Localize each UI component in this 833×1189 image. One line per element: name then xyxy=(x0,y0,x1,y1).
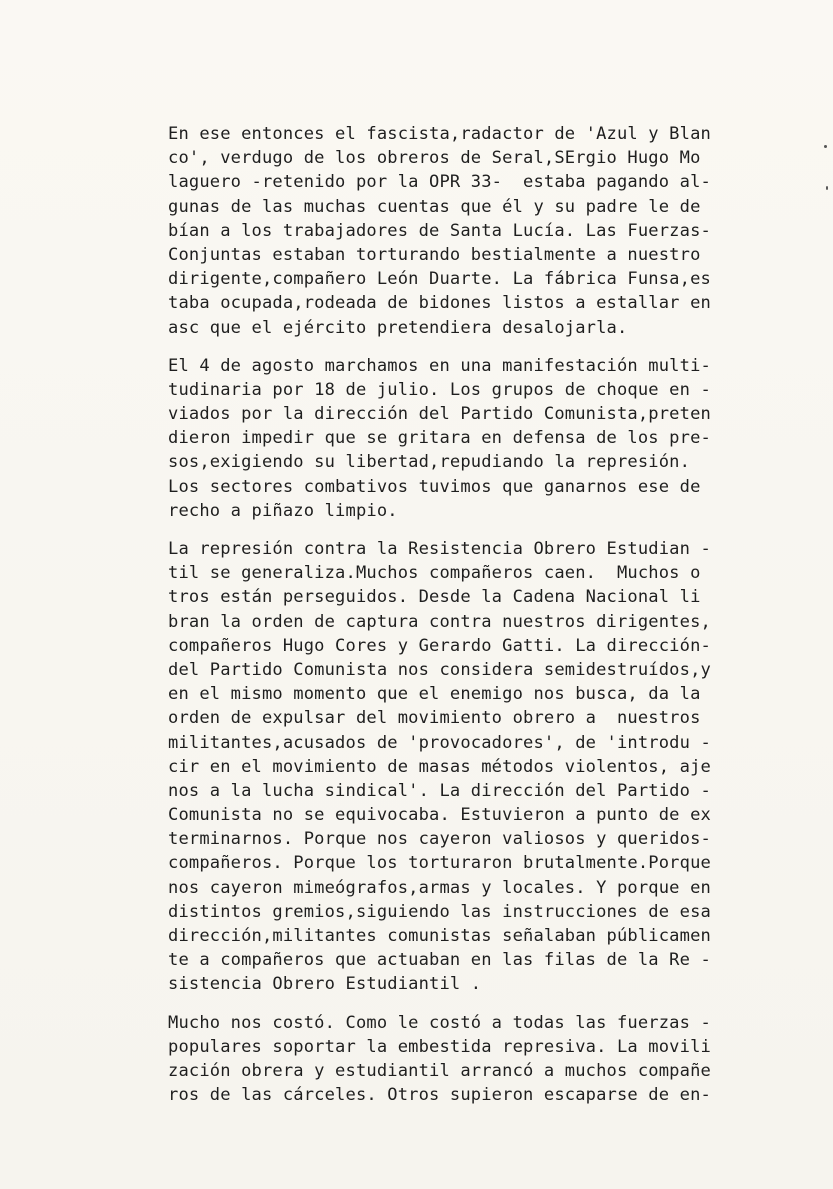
text-line: bran la orden de captura contra nuestros dirigentes, xyxy=(168,611,711,632)
text-line: distintos gremios,siguiendo las instrucciones de esa xyxy=(168,901,711,922)
text-line: laguero -retenido por la OPR 33- estaba pagando al- xyxy=(168,172,711,193)
text-line: cir en el movimiento de masas métodos violentos, aje xyxy=(168,756,711,777)
text-line: en el mismo momento que el enemigo nos busca, da la xyxy=(168,684,701,705)
text-line: zación obrera y estudiantil arrancó a muchos compañe xyxy=(168,1060,711,1081)
text-line: dirección,militantes comunistas señalaban públicamen xyxy=(168,926,711,946)
text-line: ros de las cárceles. Otros supieron escaparse de en- xyxy=(168,1085,711,1106)
text-line: tudinaria por 18 de julio. Los grupos de choque en - xyxy=(168,379,711,400)
text-line: recho a piñazo limpio. xyxy=(168,500,398,521)
paper-speck xyxy=(824,145,827,148)
paragraph-4 xyxy=(168,1011,798,1108)
text-line: nos a la lucha sindical'. La dirección del Partido - xyxy=(168,780,711,801)
text-line: compañeros. Porque los torturaron brutalmente.Porque xyxy=(168,853,711,874)
text-line: taba ocupada,rodeada de bidones listos a estallar en xyxy=(168,293,711,314)
text-line: gunas de las muchas cuentas que él y su padre le de xyxy=(168,196,701,217)
paper-speck xyxy=(826,186,828,190)
text-line: bían a los trabajadores de Santa Lucía. Las Fuerzas- xyxy=(168,220,711,241)
text-line: En ese entonces el fascista,radactor de 'Azul y Blan xyxy=(168,124,711,144)
text-line: terminarnos. Porque nos cayeron valiosos y queridos- xyxy=(168,829,711,850)
text-line: Mucho nos costó. Como le costó a todas las fuerzas - xyxy=(168,1012,711,1033)
text-line: te a compañeros que actuaban en las filas de la Re - xyxy=(168,950,711,971)
text-line: orden de expulsar del movimiento obrero a nuestros xyxy=(168,708,701,729)
text-line: compañeros Hugo Cores y Gerardo Gatti. La dirección- xyxy=(168,635,711,656)
text-line: til se generaliza.Muchos compañeros caen. Muchos o xyxy=(168,563,701,584)
text-line: Conjuntas estaban torturando bestialmente a nuestro xyxy=(168,244,701,265)
text-line: La represión contra la Resistencia Obrero Estudian - xyxy=(168,539,711,559)
paragraph-3 xyxy=(168,537,798,997)
text-line: del Partido Comunista nos considera semidestruídos,y xyxy=(168,659,711,680)
text-line: tros están perseguidos. Desde la Cadena Nacional li xyxy=(168,587,701,608)
paragraph-2 xyxy=(168,354,798,523)
text-line: sistencia Obrero Estudiantil . xyxy=(168,974,482,995)
typewritten-text xyxy=(168,122,798,1121)
text-line: sos,exigiendo su libertad,repudiando la represión. xyxy=(168,452,691,473)
paragraph-1 xyxy=(168,122,798,340)
text-line: dieron impedir que se gritara en defensa de los pre- xyxy=(168,428,711,449)
text-line: Los sectores combativos tuvimos que ganarnos ese de xyxy=(168,476,701,497)
text-line: asc que el ejército pretendiera desalojarla. xyxy=(168,317,628,338)
text-line: nos cayeron mimeógrafos,armas y locales. Y porque en xyxy=(168,877,711,898)
text-line: co', verdugo de los obreros de Seral,SErgio Hugo Mo xyxy=(168,148,701,169)
text-line: dirigente,compañero León Duarte. La fábrica Funsa,es xyxy=(168,269,711,290)
text-line: viados por la dirección del Partido Comunista,preten xyxy=(168,404,711,425)
text-line: Comunista no se equivocaba. Estuvieron a punto de ex xyxy=(168,805,711,826)
text-line: militantes,acusados de 'provocadores', de 'introdu - xyxy=(168,732,711,753)
text-line: populares soportar la embestida represiva. La movili xyxy=(168,1036,711,1057)
text-line: El 4 de agosto marchamos en una manifestación multi- xyxy=(168,355,711,376)
